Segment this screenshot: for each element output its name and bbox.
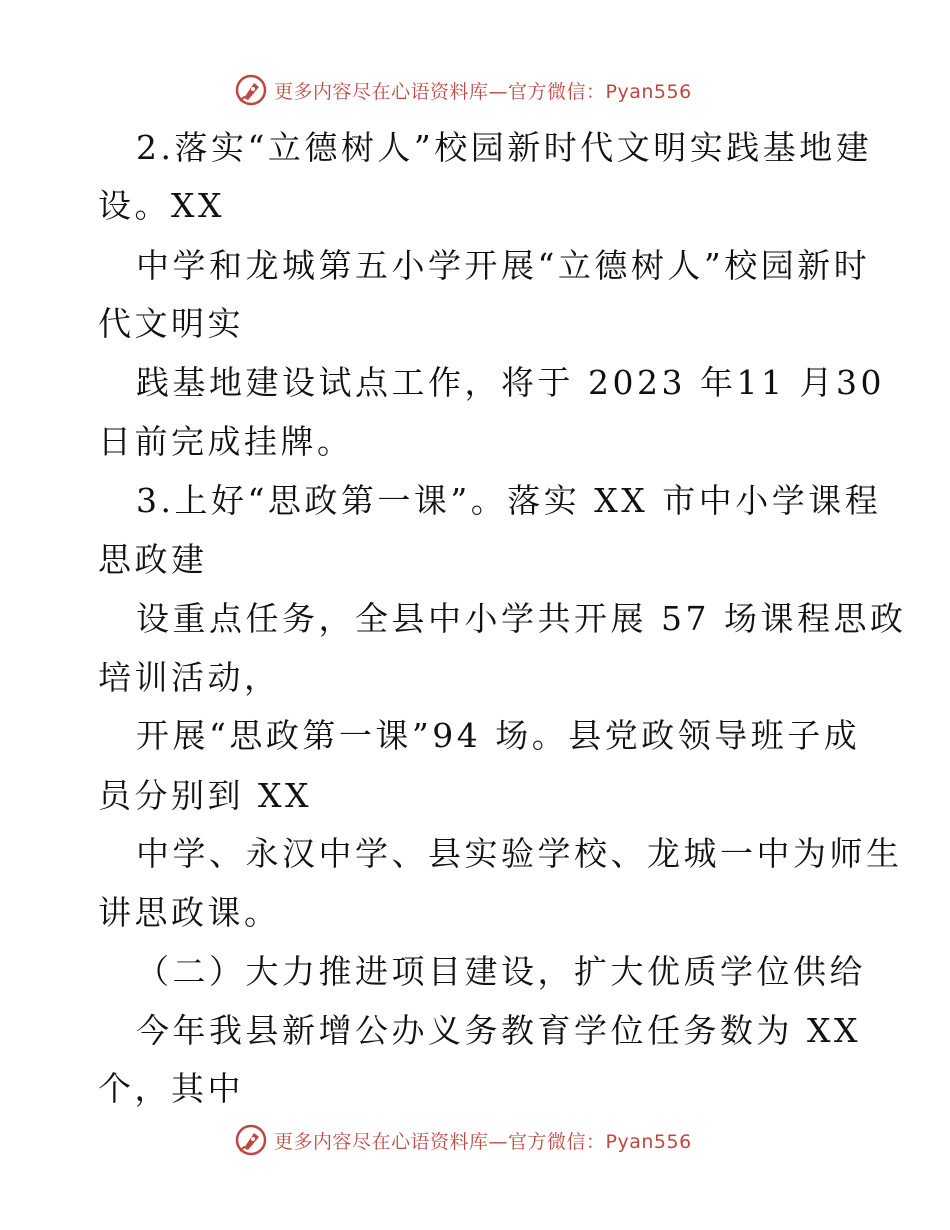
- watermark-header: [234, 72, 692, 108]
- watermark-footer: [234, 1122, 692, 1158]
- text-line: 践基地建设试点工作，将于 2023 年11 月30: [136, 363, 885, 402]
- text-line: 开展“思政第一课”94 场。县党政领导班子成: [136, 716, 861, 755]
- text-line: 培训活动，: [98, 658, 281, 697]
- pen-nib-logo-icon: [234, 73, 268, 107]
- text-line: 讲思政课。: [98, 893, 281, 932]
- text-line: 今年我县新增公办义务教育学位任务数为 XX: [136, 1011, 861, 1050]
- text-line: 3.上好“思政第一课”。落实 XX 市中小学课程: [136, 481, 882, 520]
- text-line: 员分别到 XX: [98, 776, 312, 815]
- watermark-text: 更多内容尽在心语资料库—官方微信：Pyan556: [274, 1130, 692, 1153]
- section-heading: （二）大力推进项目建设，扩大优质学位供给: [136, 952, 866, 991]
- watermark-text: 更多内容尽在心语资料库—官方微信：Pyan556: [274, 80, 692, 103]
- text-line: 代文明实: [98, 304, 244, 343]
- text-line: 思政建: [98, 540, 208, 579]
- text-line: 日前完成挂牌。: [98, 422, 354, 461]
- text-line: 个，其中: [98, 1069, 244, 1108]
- text-line: 设重点任务，全县中小学共开展 57 场课程思政: [136, 599, 907, 638]
- text-line: 2.落实“立德树人”校园新时代文明实践基地建: [136, 128, 873, 167]
- text-line: 中学和龙城第五小学开展“立德树人”校园新时: [136, 246, 871, 285]
- pen-nib-logo-icon: [234, 1123, 268, 1157]
- text-line: 设。XX: [98, 186, 225, 225]
- text-line: 中学、永汉中学、县实验学校、龙城一中为师生: [136, 834, 903, 873]
